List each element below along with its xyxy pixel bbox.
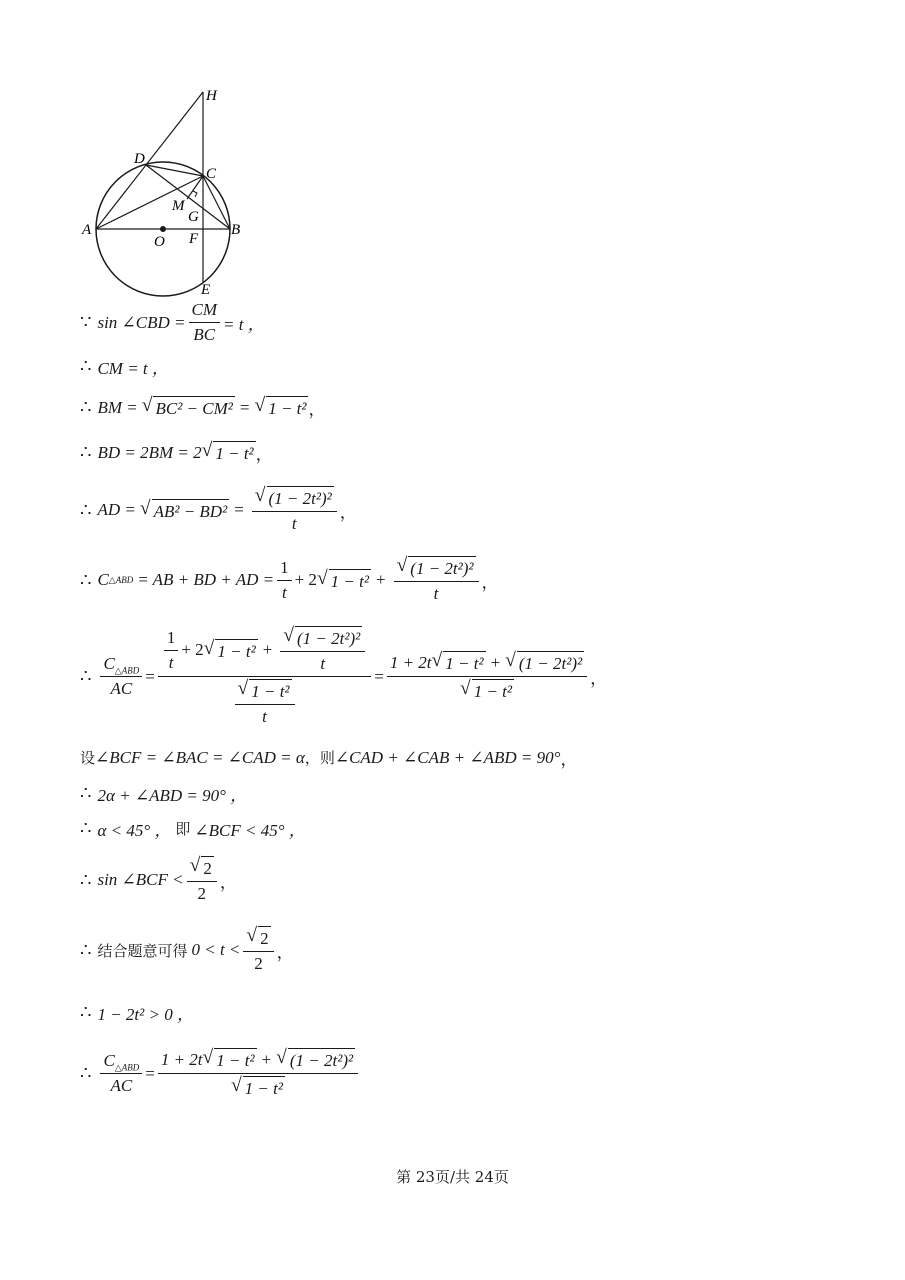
label-c: C	[206, 166, 217, 182]
label-e: E	[201, 282, 211, 298]
step-10: ∴ α < 45° ， 即 ∠BCF < 45° ，	[80, 818, 306, 840]
center-dot	[160, 226, 166, 232]
step-3: ∴ BM = √ BC² − CM² = √ 1 − t² ，	[80, 395, 326, 419]
step-11: ∴ sin ∠BCF < √ 2 2 ，	[80, 855, 237, 903]
label-g: G	[188, 209, 199, 225]
page-footer: 第 23页/共 24页	[396, 1168, 509, 1186]
step-12: ∴ 结合题意可得 0 < t < √ 2 2 ，	[80, 925, 294, 973]
label-d: D	[134, 151, 145, 167]
step-5: ∴ AD = √ AB² − BD² = √ (1 − 2t²)² t ，	[80, 485, 357, 533]
segment-ah	[96, 92, 203, 229]
step-14: ∴ $\frac{C_{\triangle ABD}}{AC}$ = 1 + 2t √ 1 − t² + √ (1 − 2t²)² √ 1 − t²	[80, 1048, 361, 1099]
step-7: ∴ $\frac{C_{\triangle ABD}}{AC}$ = $\frac{1}{t}$ + 2 √ 1 − t² + √ (1 − 2t²)² t √ 1 − t² t = 1 + 2t √ 1 − t² + √ (1 − 2t²)² √ 1 − t² ，	[80, 625, 608, 726]
geometry-figure	[0, 0, 905, 300]
label-b: B	[231, 222, 241, 238]
right-angle-mark	[193, 191, 197, 197]
label-f: F	[189, 231, 199, 247]
step-4: ∴ BD = 2BM = 2 √ 1 − t² ，	[80, 440, 273, 464]
step-13: ∴ 1 − 2t² > 0 ，	[80, 1002, 194, 1024]
step-2: ∴ CM = t ，	[80, 356, 169, 378]
label-h: H	[206, 88, 217, 104]
segment-ac	[96, 176, 203, 229]
step-1: ∵ sin ∠CBD = $\frac{CM}{BC}$ = t ，	[80, 300, 265, 344]
step-8: 设 ∠BCF = ∠BAC = ∠CAD = α ，则 ∠CAD + ∠CAB + ∠ABD = 90° ，	[80, 747, 578, 769]
segment-cb	[203, 176, 230, 229]
label-m: M	[172, 198, 185, 214]
label-a: A	[82, 222, 92, 238]
step-6: ∴ C △ABD = AB + BD + AD = $\frac{1}{t}$ + 2 √ 1 − t² + √ (1 − 2t²)² t ，	[80, 555, 499, 603]
label-o: O	[154, 234, 165, 250]
step-9: ∴ 2α + ∠ABD = 90° ，	[80, 783, 248, 805]
